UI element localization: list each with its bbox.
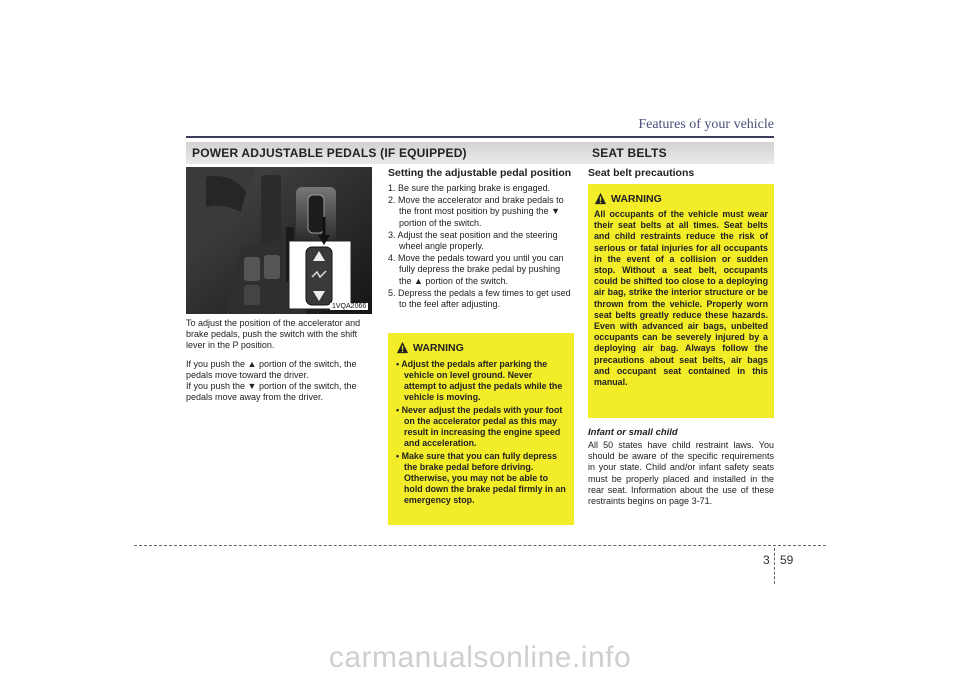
- list-item: • Adjust the pedals after parking the vehicle on level ground. Never attempt to adjust the pedals while the vehicle is moving.: [396, 359, 563, 402]
- infant-subheading: Infant or small child: [588, 427, 678, 438]
- pedals-intro-text: [186, 318, 372, 410]
- chapter-number: 3: [763, 553, 770, 567]
- list-item: 4. Move the pedals toward you until you can fully depress the brake pedal by pushing the ▲ portion of the switch.: [388, 253, 564, 286]
- page-number: 59: [780, 553, 794, 567]
- section-title-seat-belts: SEAT BELTS: [592, 146, 667, 160]
- header-rule: [186, 136, 774, 138]
- warning-header: [396, 341, 566, 354]
- warning-icon: [396, 341, 409, 354]
- figure-code: 1VQA2066: [332, 303, 367, 310]
- list-item: • Make sure that you can fully depress the brake pedal before driving. Otherwise, you may not be able to hold down the brake pedal firmly in an emergency stop.: [396, 451, 566, 505]
- list-item: 1. Be sure the parking brake is engaged.: [388, 183, 551, 193]
- pedal-warning-box: [388, 333, 574, 525]
- page-divider: [774, 548, 775, 584]
- steps-list: [388, 183, 574, 310]
- list-item: • Never adjust the pedals with your foot on the accelerator pedal as this may result in increasing the engine speed and acceleration.: [396, 405, 563, 448]
- list-item: 3. Adjust the seat position and the steering wheel angle properly.: [388, 229, 558, 252]
- warning-body: All occupants of the vehicle must wear their seat belts at all times. Seat belts and child restraints reduce the risk of serious or fatal injuries for all occupants in the event of a collision or sudden stop. Without a seat belt, occupants could be shifted too close to a deploying air bag, strike the interior structure or be thrown from the vehicle. Properly worn seat belts greatly reduce these hazards. Even with advanced air bags, unbelted occupants can be severely injured by a deploying air bag. Always follow the precautions about seat belts, air bags and occupant seat contained in this manual.: [594, 209, 768, 388]
- warning-header: [594, 192, 768, 205]
- dashboard-illustration: [186, 167, 372, 314]
- paragraph: If you push the ▲ portion of the switch, the pedals move toward the driver.: [186, 358, 357, 380]
- list-item: 2. Move the accelerator and brake pedals to the front most position by pushing the ▼ portion of the switch.: [388, 195, 564, 228]
- subsection-heading: Setting the adjustable pedal position: [388, 167, 572, 179]
- pedal-setting-column: [388, 167, 574, 311]
- paragraph: If you push the ▼ portion of the switch, the pedals move away from the driver.: [186, 381, 357, 403]
- running-header: Features of your vehicle: [638, 117, 774, 132]
- warning-title: WARNING: [611, 192, 662, 205]
- seat-belt-column: [588, 167, 774, 179]
- pedal-switch-figure: [186, 167, 372, 314]
- paragraph: To adjust the position of the accelerator and brake pedals, push the switch with the shift lever in the P position.: [186, 318, 361, 351]
- warning-icon: [594, 192, 607, 205]
- subsection-heading: Seat belt precautions: [588, 167, 695, 179]
- footer-rule: [134, 545, 826, 546]
- list-item: 5. Depress the pedals a few times to get used to the feel after adjusting.: [388, 287, 571, 310]
- warning-list: [396, 359, 566, 506]
- warning-title: WARNING: [413, 341, 464, 354]
- seat-belt-warning-box: [588, 184, 774, 418]
- watermark: carmanualsonline.info: [328, 641, 632, 674]
- section-title-pedals: POWER ADJUSTABLE PEDALS (IF EQUIPPED): [192, 146, 467, 160]
- infant-paragraph: All 50 states have child restraint laws. You should be aware of the specific requirements in your state. Child and/or infant safety seats must be properly placed and installed in the rear seat. Information about the use of these restraints begins on page 3-71.: [588, 440, 774, 507]
